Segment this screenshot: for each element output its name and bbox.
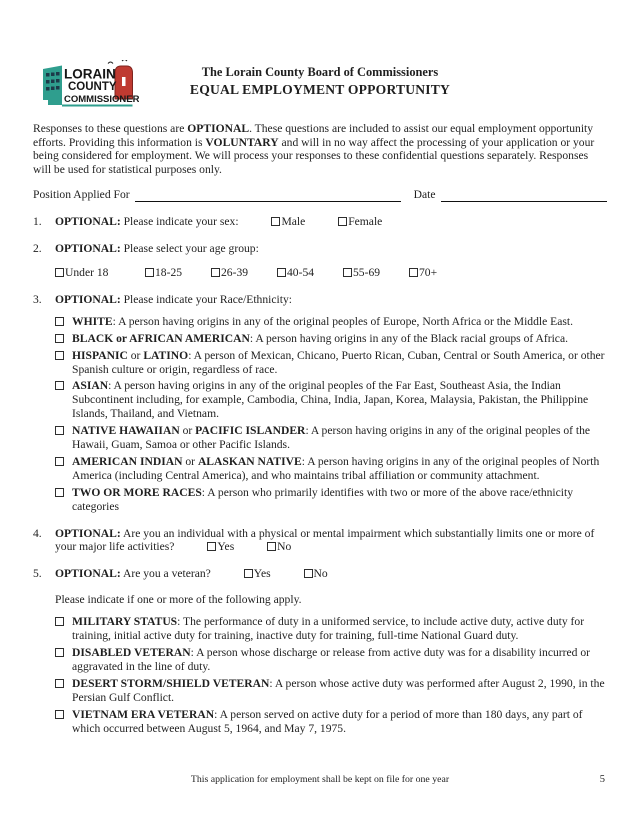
page-footer (33, 774, 607, 786)
veteran-yes-label: Yes (253, 567, 271, 581)
disabled-veteran-description: DISABLED VETERAN: A person whose discharge or release from active duty was for a disability incurred or aggravated in the line of duty. (72, 646, 590, 673)
18-25-checkbox[interactable] (145, 268, 154, 277)
55-69-label: 55-69 (353, 265, 381, 279)
military-status-description: MILITARY STATUS: The performance of duty in a uniformed service, to include active duty, active duty for training, initial active duty for training, inactive duty for training, full-time National Guard duty. (72, 615, 585, 643)
question-2-text: OPTIONAL: Please select your age group: (55, 242, 259, 256)
impairment-option-yes (207, 540, 234, 553)
intro-paragraph: Responses to these questions are OPTIONAL. These questions are included to assist our equal employment opportunity efforts. Providing this information is VOLUNTARY and will in no way affect the processing of your application or your being considered for employment. We will process your responses to these confidential questions separately. Responses will be used for statistical purposes only. (33, 122, 595, 176)
impairment-no-label: No (277, 540, 292, 554)
female-label: Female (348, 215, 383, 229)
impairment-yes-checkbox[interactable] (207, 542, 216, 551)
question-1-sex (33, 215, 607, 229)
question-3-race (33, 293, 607, 307)
position-applied-field[interactable] (135, 189, 401, 202)
under-18-checkbox[interactable] (55, 268, 64, 277)
race-option-white (55, 315, 607, 329)
veteran-no-checkbox[interactable] (304, 569, 313, 578)
question-4-text: OPTIONAL: Are you an individual with a physical or mental impairment which substantially limits one or more of your major life activities? (55, 526, 595, 554)
question-5-body (55, 567, 607, 581)
question-1-number: 1. (33, 215, 42, 229)
impairment-no-checkbox[interactable] (267, 542, 276, 551)
vietnam-era-description: VIETNAM ERA VETERAN: A person served on active duty for a period of more than 180 days, any part of which occurred between August 5, 1964, and May 7, 1975. (72, 707, 583, 735)
veteran-option-military-status (55, 615, 607, 643)
two-or-more-checkbox[interactable] (55, 488, 64, 497)
veteran-no-label: No (313, 567, 328, 581)
date-field[interactable] (441, 189, 607, 202)
40-54-label: 40-54 (287, 265, 315, 279)
lorain-county-logo (39, 60, 139, 114)
question-1-text: OPTIONAL: Please indicate your sex: (55, 215, 239, 229)
impairment-option-no (267, 540, 291, 553)
question-2-age (33, 242, 607, 256)
race-option-hispanic (55, 349, 607, 377)
logo-building-shape (43, 66, 62, 106)
logo-birds-icon (108, 60, 127, 64)
option-male (271, 215, 305, 228)
white-description: WHITE: A person having origins in any of the original peoples of Europe, North Africa or the Middle East. (72, 314, 574, 328)
40-54-checkbox[interactable] (277, 268, 286, 277)
asian-description: ASIAN: A person having origins in any of the original peoples of the Far East, Southeast Asia, the Indian Subcontinent including, for example, Cambodia, China, India, Japan, Korea, Malaysia, Pakistan, the Philippine Islands, Thailand, and Vietnam. (72, 379, 589, 421)
option-55-69 (343, 266, 409, 280)
question-4-body (55, 527, 607, 555)
veteran-option-yes (244, 567, 271, 580)
question-5-veteran (33, 567, 607, 581)
70-plus-label: 70+ (419, 265, 438, 279)
desert-storm-checkbox[interactable] (55, 679, 64, 688)
55-69-checkbox[interactable] (343, 268, 352, 277)
option-40-54 (277, 266, 343, 280)
date-label: Date (413, 188, 436, 202)
question-4-impairment (33, 527, 607, 555)
male-checkbox[interactable] (271, 217, 280, 226)
race-option-native-hawaiian (55, 424, 607, 452)
page-title: The Lorain County Board of Commissioners (201, 65, 439, 79)
option-18-25 (145, 266, 211, 280)
page-header (33, 60, 607, 110)
american-indian-checkbox[interactable] (55, 457, 64, 466)
question-3-number: 3. (33, 292, 42, 306)
vietnam-era-checkbox[interactable] (55, 710, 64, 719)
desert-storm-description: DESERT STORM/SHIELD VETERAN: A person whose active duty was performed after August 2, 1990, in the Persian Gulf Conflict. (72, 676, 605, 704)
veteran-option-disabled (55, 646, 607, 674)
military-status-checkbox[interactable] (55, 617, 64, 626)
70-plus-checkbox[interactable] (409, 268, 418, 277)
hispanic-description: HISPANIC or LATINO: A person of Mexican, Chicano, Puerto Rican, Cuban, Central or South America, or other Spanish culture or origin, regardless of race. (72, 348, 605, 376)
18-25-label: 18-25 (155, 265, 183, 279)
male-label: Male (281, 215, 306, 229)
race-option-asian (55, 379, 607, 421)
logo-text-line1: LORAIN (64, 66, 116, 82)
race-option-two-or-more (55, 486, 607, 514)
veteran-option-desert-storm (55, 677, 607, 705)
veteran-option-no (304, 567, 328, 580)
black-description: BLACK or AFRICAN AMERICAN: A person having origins in any of the Black racial groups of Africa. (72, 331, 568, 345)
veteran-option-vietnam-era (55, 708, 607, 736)
female-checkbox[interactable] (338, 217, 347, 226)
option-26-39 (211, 266, 277, 280)
logo-tower-window (122, 77, 126, 86)
veteran-sub-instruction: Please indicate if one or more of the following apply. (55, 593, 302, 607)
black-checkbox[interactable] (55, 334, 64, 343)
logo-building-windows (46, 72, 60, 91)
question-2-number: 2. (33, 242, 42, 256)
under-18-label: Under 18 (65, 265, 109, 279)
question-3-body (55, 293, 607, 307)
logo-underline-bar (62, 105, 133, 107)
page-subtitle: EQUAL EMPLOYMENT OPPORTUNITY (189, 81, 451, 97)
logo-text-line3: COMMISSIONERS (64, 94, 139, 105)
logo-graphic (39, 60, 139, 110)
question-5-text: OPTIONAL: Are you a veteran? (55, 567, 211, 581)
native-hawaiian-description: NATIVE HAWAIIAN or PACIFIC ISLANDER: A person having origins in any of the original peoples of the Hawaii, Guam, Samoa or other Pacific Islands. (72, 424, 591, 452)
question-2-body (55, 242, 607, 256)
question-4-number: 4. (33, 526, 42, 540)
disabled-veteran-checkbox[interactable] (55, 648, 64, 657)
race-options-list (55, 315, 607, 514)
asian-checkbox[interactable] (55, 381, 64, 390)
question-1-body (55, 215, 607, 229)
page-number: 5 (599, 774, 605, 786)
logo-text-line2: COUNTY (68, 81, 117, 93)
question-3-text: OPTIONAL: Please indicate your Race/Ethnicity: (55, 292, 292, 306)
veteran-yes-checkbox[interactable] (244, 569, 253, 578)
native-hawaiian-checkbox[interactable] (55, 426, 64, 435)
race-option-american-indian (55, 455, 607, 483)
american-indian-description: AMERICAN INDIAN or ALASKAN NATIVE: A person having origins in any of the original peoples of North America (including Central America), and who maintains tribal affiliation or community attachment. (72, 454, 600, 482)
question-5-number: 5. (33, 567, 42, 581)
two-or-more-description: TWO OR MORE RACES: A person who primarily identifies with two or more of the above race/ethnicity categories (72, 485, 574, 513)
race-option-black (55, 332, 607, 346)
footer-note: This application for employment shall be kept on file for one year (190, 774, 450, 786)
position-applied-label: Position Applied For (33, 188, 130, 202)
impairment-yes-label: Yes (217, 540, 235, 554)
white-checkbox[interactable] (55, 317, 64, 326)
position-date-row (33, 188, 607, 202)
option-female (338, 215, 382, 228)
option-under-18 (55, 266, 145, 280)
veteran-options-list (55, 615, 607, 735)
option-70-plus (409, 266, 475, 280)
26-39-label: 26-39 (221, 265, 249, 279)
hispanic-checkbox[interactable] (55, 351, 64, 360)
age-options-row (55, 266, 607, 280)
26-39-checkbox[interactable] (211, 268, 220, 277)
